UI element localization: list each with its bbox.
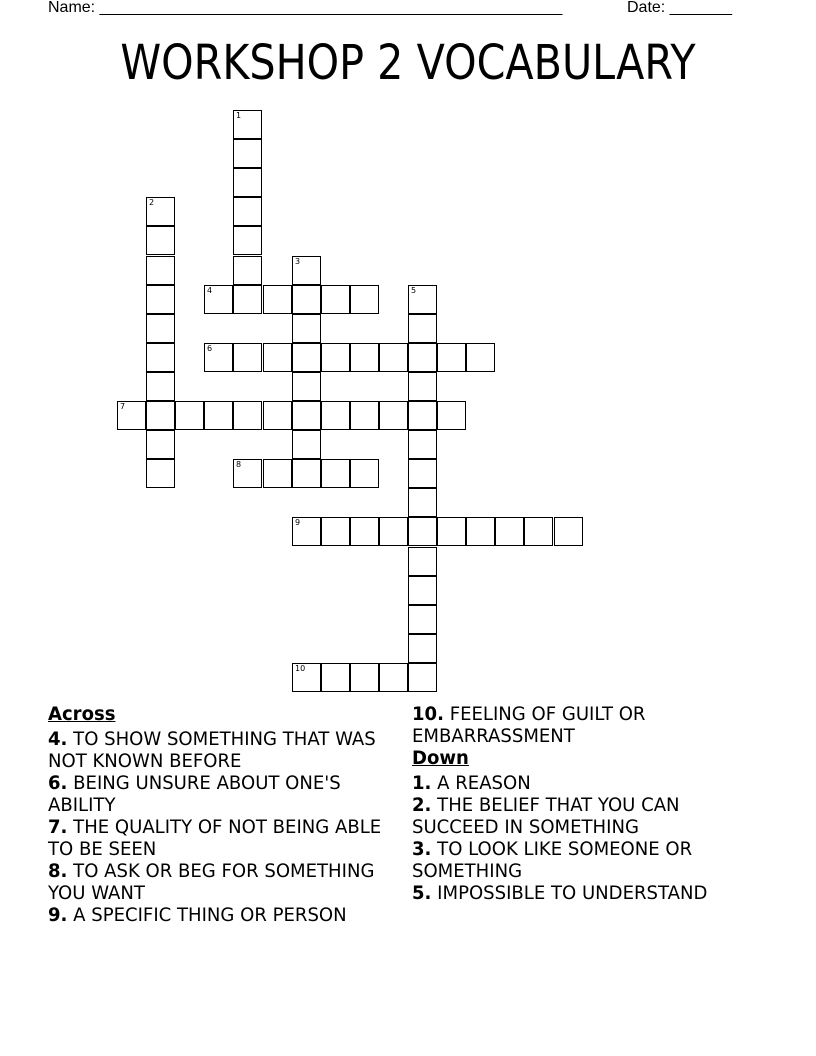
clue-across-9 xyxy=(48,904,395,926)
grid-cell[interactable] xyxy=(146,459,175,488)
grid-cell[interactable] xyxy=(292,285,321,314)
grid-cell[interactable] xyxy=(437,343,466,372)
grid-cell[interactable] xyxy=(292,663,321,692)
grid-cell[interactable] xyxy=(437,401,466,430)
grid-cell[interactable] xyxy=(466,517,495,546)
clue-number: 7. xyxy=(48,816,68,838)
grid-cell[interactable] xyxy=(408,576,437,605)
grid-cell[interactable] xyxy=(263,285,292,314)
clue-across-7 xyxy=(48,816,395,860)
grid-cell[interactable] xyxy=(292,459,321,488)
grid-cell[interactable] xyxy=(350,401,379,430)
clue-number: 4. xyxy=(48,728,68,750)
grid-cell[interactable] xyxy=(146,401,175,430)
grid-cell[interactable] xyxy=(408,488,437,517)
grid-cell[interactable] xyxy=(408,372,437,401)
grid-cell[interactable] xyxy=(321,343,350,372)
clue-across-4 xyxy=(48,728,395,772)
grid-cell[interactable] xyxy=(175,401,204,430)
clue-number: 5. xyxy=(412,882,432,904)
grid-cell[interactable] xyxy=(233,168,262,197)
grid-cell[interactable] xyxy=(379,663,408,692)
grid-cell[interactable] xyxy=(146,256,175,285)
grid-cell[interactable] xyxy=(233,459,262,488)
grid-cell[interactable] xyxy=(350,517,379,546)
cell-number: 6 xyxy=(207,344,213,353)
grid-cell[interactable] xyxy=(350,343,379,372)
clue-text: FEELING OF GUILT OR EMBARRASSMENT xyxy=(412,703,646,747)
grid-cell[interactable] xyxy=(292,372,321,401)
clue-text: THE BELIEF THAT YOU CAN SUCCEED IN SOMETHING xyxy=(412,794,680,838)
grid-cell[interactable] xyxy=(321,401,350,430)
clue-down-3 xyxy=(412,838,745,882)
grid-cell[interactable] xyxy=(204,285,233,314)
clue-text: IMPOSSIBLE TO UNDERSTAND xyxy=(437,882,708,904)
grid-cell[interactable] xyxy=(146,430,175,459)
grid-cell[interactable] xyxy=(408,343,437,372)
cell-number: 7 xyxy=(120,402,126,411)
grid-cell[interactable] xyxy=(379,343,408,372)
grid-cell[interactable] xyxy=(292,517,321,546)
grid-cell[interactable] xyxy=(321,663,350,692)
grid-cell[interactable] xyxy=(233,285,262,314)
grid-cell[interactable] xyxy=(204,343,233,372)
name-field-label: Name: ____________________________________________________ xyxy=(48,0,563,16)
grid-cell[interactable] xyxy=(146,343,175,372)
grid-cell[interactable] xyxy=(321,459,350,488)
cell-number: 10 xyxy=(295,664,306,673)
grid-cell[interactable] xyxy=(263,459,292,488)
across-heading: Across xyxy=(48,703,116,725)
clues-column-right xyxy=(412,703,745,904)
grid-cell[interactable] xyxy=(263,343,292,372)
grid-cell[interactable] xyxy=(146,372,175,401)
grid-cell[interactable] xyxy=(117,401,146,430)
clue-text: TO ASK OR BEG FOR SOMETHING YOU WANT xyxy=(48,860,375,904)
grid-cell[interactable] xyxy=(233,401,262,430)
grid-cell[interactable] xyxy=(233,197,262,226)
grid-cell[interactable] xyxy=(204,401,233,430)
grid-cell[interactable] xyxy=(437,517,466,546)
grid-cell[interactable] xyxy=(146,226,175,255)
grid-cell[interactable] xyxy=(292,314,321,343)
cell-number: 3 xyxy=(295,257,301,266)
grid-cell[interactable] xyxy=(379,517,408,546)
clue-number: 1. xyxy=(412,772,432,794)
cell-number: 5 xyxy=(411,286,417,295)
cell-number: 9 xyxy=(295,518,301,527)
clue-text: THE QUALITY OF NOT BEING ABLE TO BE SEEN xyxy=(48,816,382,860)
grid-cell[interactable] xyxy=(408,459,437,488)
grid-cell[interactable] xyxy=(146,314,175,343)
clues-column-left xyxy=(48,703,395,926)
clue-across-6 xyxy=(48,772,395,816)
grid-cell[interactable] xyxy=(233,110,262,139)
grid-cell[interactable] xyxy=(292,343,321,372)
clue-number: 6. xyxy=(48,772,68,794)
grid-cell[interactable] xyxy=(408,285,437,314)
grid-cell[interactable] xyxy=(146,197,175,226)
grid-cell[interactable] xyxy=(321,285,350,314)
grid-cell[interactable] xyxy=(408,605,437,634)
down-heading: Down xyxy=(412,747,469,769)
clue-text: TO SHOW SOMETHING THAT WAS NOT KNOWN BEFORE xyxy=(48,728,376,772)
cell-number: 1 xyxy=(236,111,242,120)
grid-cell[interactable] xyxy=(292,401,321,430)
cell-number: 2 xyxy=(149,198,155,207)
page-title: WORKSHOP 2 VOCABULARY xyxy=(120,35,696,91)
grid-cell[interactable] xyxy=(292,430,321,459)
clue-down-2 xyxy=(412,794,745,838)
clue-number: 10. xyxy=(412,703,444,725)
grid-cell[interactable] xyxy=(524,517,553,546)
grid-cell[interactable] xyxy=(350,459,379,488)
grid-cell[interactable] xyxy=(233,226,262,255)
clue-text: A SPECIFIC THING OR PERSON xyxy=(73,904,347,926)
clue-text: BEING UNSURE ABOUT ONE'S ABILITY xyxy=(48,772,341,816)
grid-cell[interactable] xyxy=(408,430,437,459)
clue-number: 2. xyxy=(412,794,432,816)
clue-number: 3. xyxy=(412,838,432,860)
grid-cell[interactable] xyxy=(408,547,437,576)
clue-text: TO LOOK LIKE SOMEONE OR SOMETHING xyxy=(412,838,693,882)
grid-cell[interactable] xyxy=(408,517,437,546)
grid-cell[interactable] xyxy=(466,343,495,372)
clue-down-5 xyxy=(412,882,745,904)
clue-number: 8. xyxy=(48,860,68,882)
grid-cell[interactable] xyxy=(263,401,292,430)
clue-text: A REASON xyxy=(437,772,531,794)
cell-number: 8 xyxy=(236,460,242,469)
clue-across-8 xyxy=(48,860,395,904)
clue-number: 9. xyxy=(48,904,68,926)
grid-cell[interactable] xyxy=(350,285,379,314)
clue-across-10 xyxy=(412,703,745,747)
grid-cell[interactable] xyxy=(233,139,262,168)
clue-down-1 xyxy=(412,772,745,794)
grid-cell[interactable] xyxy=(408,314,437,343)
grid-cell[interactable] xyxy=(408,401,437,430)
grid-cell[interactable] xyxy=(292,256,321,285)
grid-cell[interactable] xyxy=(379,401,408,430)
cell-number: 4 xyxy=(207,286,213,295)
grid-cell[interactable] xyxy=(408,634,437,663)
grid-cell[interactable] xyxy=(408,663,437,692)
grid-cell[interactable] xyxy=(146,285,175,314)
grid-cell[interactable] xyxy=(495,517,524,546)
grid-cell[interactable] xyxy=(233,343,262,372)
date-field-label: Date: _______ xyxy=(627,0,732,16)
grid-cell[interactable] xyxy=(233,256,262,285)
grid-cell[interactable] xyxy=(554,517,583,546)
grid-cell[interactable] xyxy=(350,663,379,692)
grid-cell[interactable] xyxy=(321,517,350,546)
